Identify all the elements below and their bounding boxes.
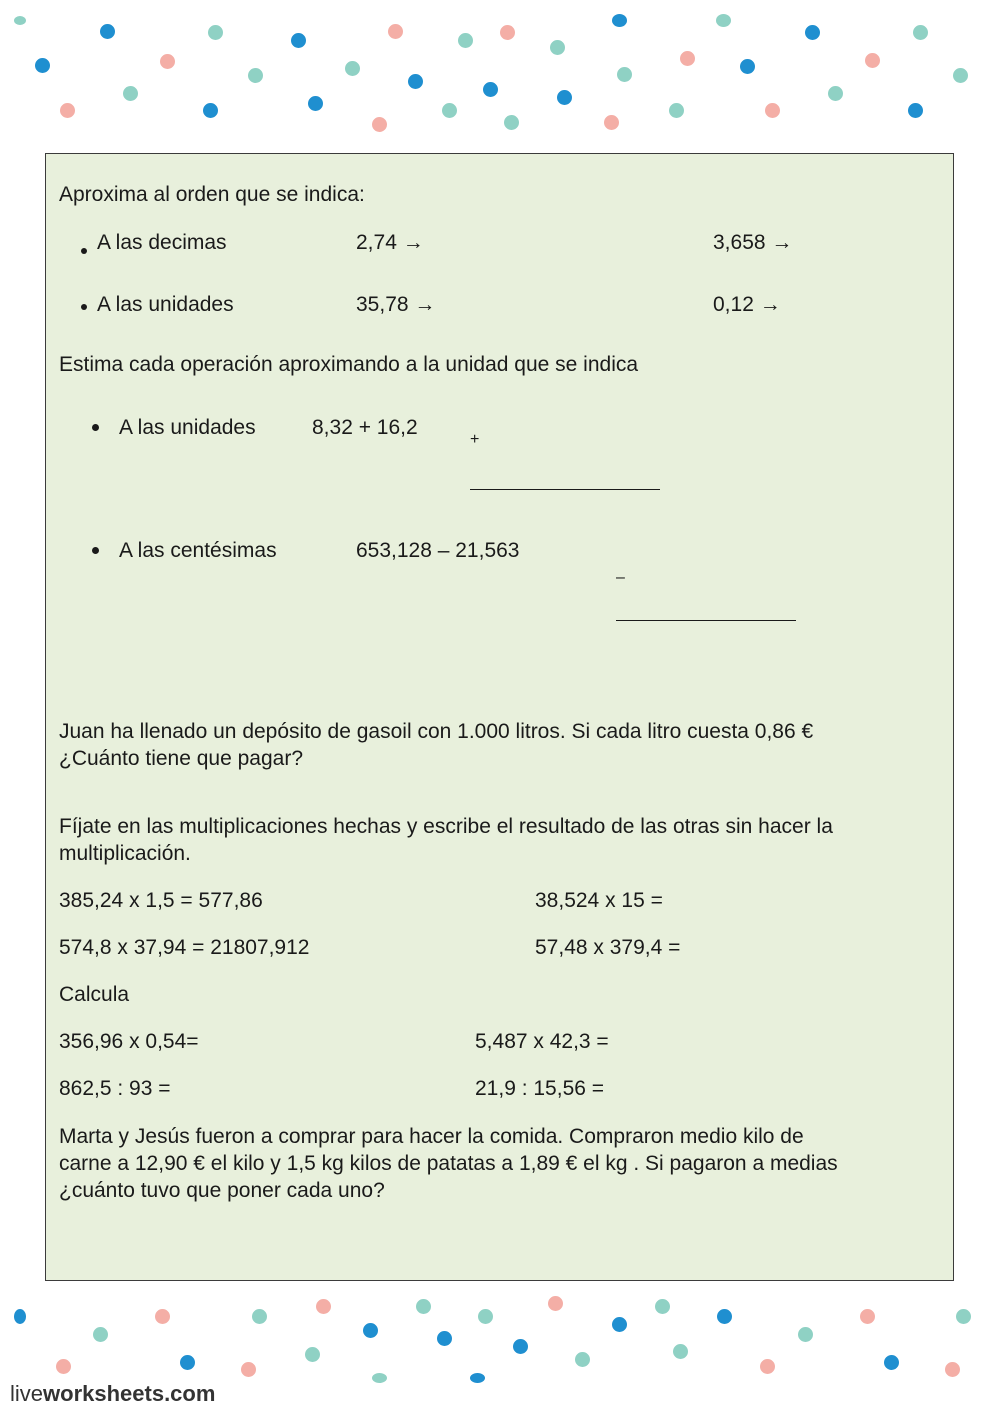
aprox-row-2-a: 35,78 → bbox=[356, 293, 436, 316]
fijate-pair-2-right: 57,48 x 379,4 = bbox=[535, 936, 681, 959]
estima-title: Estima cada operación aproximando a la unidad que se indica bbox=[59, 353, 639, 376]
problem1-line1: Juan ha llenado un depósito de gasoil con 1.000 litros. Si cada litro cuesta 0,86 € bbox=[59, 720, 814, 743]
fijate-line1: Fíjate en las multiplicaciones hechas y escribe el resultado de las otras sin hacer la bbox=[59, 815, 833, 838]
estima-item-1-operation: 8,32 + 16,2 bbox=[312, 416, 418, 439]
bullet bbox=[92, 547, 99, 554]
aprox-row-2-label: A las unidades bbox=[97, 293, 234, 316]
aprox-row-1-a: 2,74 → bbox=[356, 231, 424, 254]
arrow-right-icon: → bbox=[759, 293, 781, 316]
top-dot-pattern bbox=[0, 0, 1000, 140]
problem2-line2: carne a 12,90 € el kilo y 1,5 kg kilos de patatas a 1,89 € el kg . Si pagaron a medias bbox=[59, 1152, 838, 1175]
plus-sign: + bbox=[470, 431, 480, 448]
estima-item-1-label: A las unidades bbox=[119, 416, 256, 439]
aprox-row-1-label: A las decimas bbox=[97, 231, 227, 254]
aprox-title: Aproxima al orden que se indica: bbox=[59, 183, 365, 206]
problem2-line1: Marta y Jesús fueron a comprar para hacer la comida. Compraron medio kilo de bbox=[59, 1125, 804, 1148]
fijate-line2: multiplicación. bbox=[59, 842, 191, 865]
estima-item-2-operation: 653,128 – 21,563 bbox=[356, 539, 520, 562]
liveworksheets-logo: liveworksheets.com bbox=[10, 1381, 216, 1406]
bullet bbox=[92, 424, 99, 431]
minus-sign: – bbox=[616, 569, 625, 586]
bullet bbox=[81, 248, 87, 254]
fijate-pair-2-left: 574,8 x 37,94 = 21807,912 bbox=[59, 936, 310, 959]
calcula-pair-1-left: 356,96 x 0,54= bbox=[59, 1030, 199, 1053]
problem2-line3: ¿cuánto tuvo que poner cada uno? bbox=[59, 1179, 385, 1202]
fijate-pair-1-right: 38,524 x 15 = bbox=[535, 889, 663, 912]
answer-line bbox=[616, 620, 796, 621]
aprox-row-1-b: 3,658 → bbox=[713, 231, 793, 254]
calcula-title: Calcula bbox=[59, 983, 130, 1006]
answer-line bbox=[470, 489, 660, 490]
worksheet-panel bbox=[45, 153, 954, 1281]
fijate-pair-1-left: 385,24 x 1,5 = 577,86 bbox=[59, 889, 263, 912]
arrow-right-icon: → bbox=[771, 231, 793, 254]
calcula-pair-1-right: 5,487 x 42,3 = bbox=[475, 1030, 609, 1053]
bottom-dot-pattern bbox=[0, 1290, 1000, 1385]
arrow-right-icon: → bbox=[414, 293, 436, 316]
estima-item-2-label: A las centésimas bbox=[119, 539, 277, 562]
bullet bbox=[81, 304, 87, 310]
problem1-line2: ¿Cuánto tiene que pagar? bbox=[59, 747, 304, 770]
aprox-row-2-b: 0,12 → bbox=[713, 293, 781, 316]
calcula-pair-2-left: 862,5 : 93 = bbox=[59, 1077, 171, 1100]
arrow-right-icon: → bbox=[402, 231, 424, 254]
calcula-pair-2-right: 21,9 : 15,56 = bbox=[475, 1077, 605, 1100]
